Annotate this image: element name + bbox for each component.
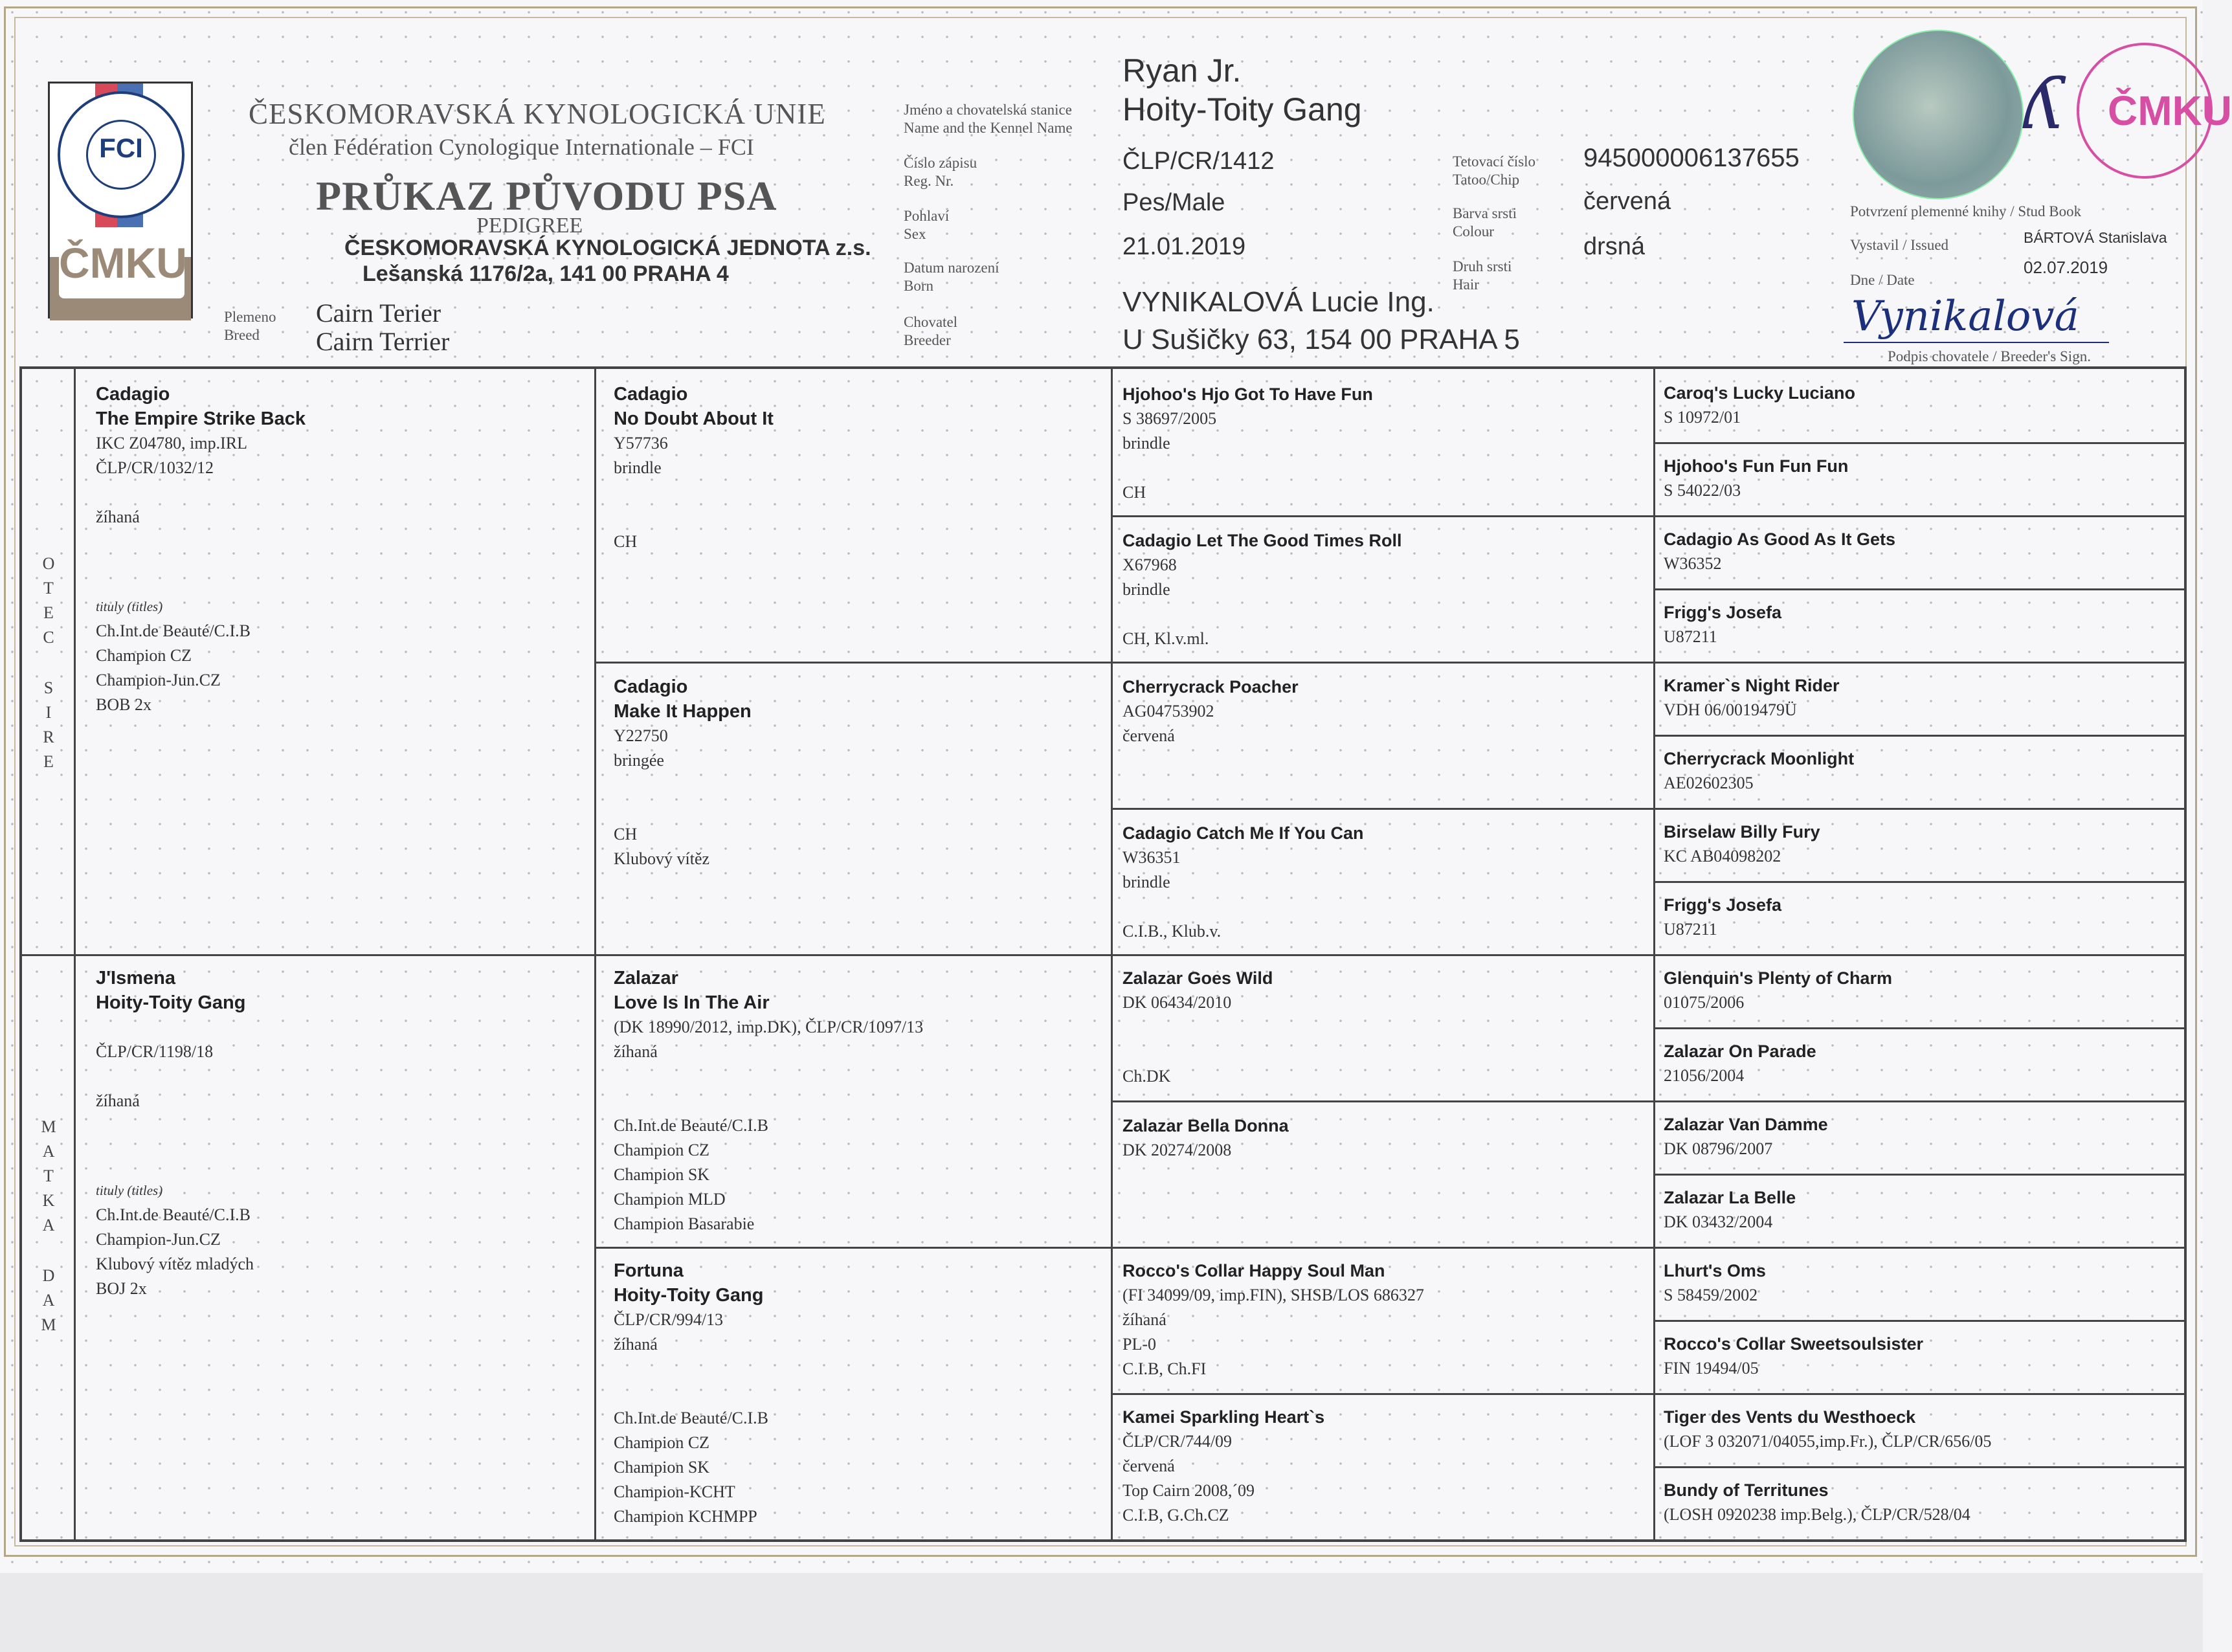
dog-reg: ČLP/CR/1412 <box>1122 148 1275 175</box>
born-label: Datum narození Born <box>904 260 999 294</box>
dam-side-label <box>39 1115 58 1337</box>
stud-book-label: Potvrzení plemenné knihy / Stud Book <box>1850 203 2082 219</box>
breeder-label: Chovatel Breeder <box>904 314 958 348</box>
document-title: PRŮKAZ PŮVODU PSA <box>316 173 777 219</box>
issue-date: 02.07.2019 <box>2024 258 2108 277</box>
gen4-cell-16: Bundy of Territunes (LOSH 0920238 imp.Belg.), ČLP/CR/528/04 <box>1664 1480 1970 1524</box>
registrar-signature-icon: ʎ <box>2024 62 2064 145</box>
fci-seal-icon: FCI <box>58 91 184 218</box>
dog-sex: Pes/Male <box>1122 189 1225 216</box>
dog-name: Ryan Jr. <box>1122 52 1242 89</box>
dog-kennel: Hoity-Toity Gang <box>1122 91 1362 128</box>
organisation-membership: člen Fédération Cynologique Internationale – FCI <box>289 134 754 160</box>
dam-cz: M A T K A <box>41 1117 56 1234</box>
dog-colour: červená <box>1583 188 1671 215</box>
gen3-cell-5: Zalazar Goes Wild DK 06434/2010 Ch.DK <box>1122 968 1273 1086</box>
gen3-cell-6: Zalazar Bella Donna DK 20274/2008 <box>1122 1116 1289 1159</box>
hair-label: Druh srsti Hair <box>1453 258 1512 293</box>
gen4-cell-4: Frigg's Josefa U87211 <box>1664 603 1781 646</box>
pedigree-table <box>19 366 2187 1542</box>
issued-by: BÁRTOVÁ Stanislava <box>2024 229 2167 246</box>
gen3-cell-7: Rocco's Collar Happy Soul Man (FI 34099/09, imp.FIN), SHSB/LOS 686327 žíhaná PL-0 C.I.B, Ch.FI <box>1122 1261 1424 1378</box>
breed-cz: Cairn Terier <box>316 298 441 328</box>
gen3-cell-3: Cherrycrack Poacher AG04753902 červená <box>1122 677 1299 745</box>
reg-label: Číslo zápisu Reg. Nr. <box>904 155 977 189</box>
scan-background <box>0 1573 2203 1652</box>
dog-chip: 945000006137655 <box>1583 144 1800 172</box>
dog-hair: drsná <box>1583 233 1646 260</box>
sire-en: S I R E <box>43 678 54 771</box>
club-address: Lešanská 1176/2a, 141 00 PRAHA 4 <box>363 262 729 286</box>
gen2-cell-3: Zalazar Love Is In The Air (DK 18990/2012, imp.DK), ČLP/CR/1097/13 žíhaná Ch.Int.de Beauté/C.I.B Champion CZ Champion SK Champion MLD Champion Basarabie <box>614 968 924 1233</box>
gen4-cell-12: Zalazar La Belle DK 03432/2004 <box>1664 1188 1796 1231</box>
gen4-cell-5: Kramer`s Night Rider VDH 06/0019479Ü <box>1664 676 1840 719</box>
sire-side-label <box>39 552 58 774</box>
gen4-cell-14: Rocco's Collar Sweetsoulsister FIN 19494/05 <box>1664 1334 1924 1378</box>
chip-label: Tetovací číslo Tatoo/Chip <box>1453 153 1536 188</box>
breed-label: Plemeno Breed <box>224 309 276 343</box>
gen4-cell-3: Cadagio As Good As It Gets W36352 <box>1664 530 1896 573</box>
gen3-cell-2: Cadagio Let The Good Times Roll X67968 brindle CH, Kl.v.ml. <box>1122 531 1402 648</box>
gen4-cell-11: Zalazar Van Damme DK 08796/2007 <box>1664 1115 1828 1158</box>
colour-label: Barva srsti Colour <box>1453 205 1517 240</box>
breeder-name: VYNIKALOVÁ Lucie Ing. <box>1122 286 1434 318</box>
breeder-signature: Vynikalová <box>1851 293 2079 340</box>
club-name: ČESKOMORAVSKÁ KYNOLOGICKÁ JEDNOTA z.s. <box>344 236 871 260</box>
gen4-cell-6: Cherrycrack Moonlight AE02602305 <box>1664 749 1855 792</box>
document-subtitle: PEDIGREE <box>476 214 583 238</box>
hologram-seal-icon <box>1853 30 2024 199</box>
dog-born: 21.01.2019 <box>1122 233 1246 260</box>
breed-en: Cairn Terrier <box>316 327 450 356</box>
gen4-cell-8: Frigg's Josefa U87211 <box>1664 895 1781 939</box>
gen2-cell-1: Cadagio No Doubt About It Y57736 brindle CH <box>614 384 774 551</box>
organisation-name: ČESKOMORAVSKÁ KYNOLOGICKÁ UNIE <box>249 98 826 130</box>
breeder-address: U Sušičky 63, 154 00 PRAHA 5 <box>1122 324 1520 355</box>
sire-cell: Cadagio The Empire Strike Back IKC Z04780, imp.IRL ČLP/CR/1032/12 žíhaná tituly (titles) Ch.Int.de Beauté/C.I.B Champion CZ Champion-Jun.CZ BOB 2x <box>96 384 306 714</box>
gen2-cell-2: Cadagio Make It Happen Y22750 bringée CH Klubový vítěz <box>614 676 752 868</box>
name-label: Jméno a chovatelská stanice Name and the Kennel Name <box>904 102 1073 136</box>
dam-en: D A M <box>41 1266 56 1334</box>
cmku-logo <box>48 82 193 318</box>
breeder-sign-label: Podpis chovatele / Breeder's Sign. <box>1888 348 2091 364</box>
gen3-cell-1: Hjohoo's Hjo Got To Have Fun S 38697/2005 brindle CH <box>1122 385 1373 502</box>
stud-book-stamp-icon: ČMKU <box>2077 43 2213 179</box>
gen4-cell-9: Glenquin's Plenty of Charm 01075/2006 <box>1664 968 1892 1012</box>
gen4-cell-7: Birselaw Billy Fury KC AB04098202 <box>1664 822 1820 865</box>
gen4-cell-15: Tiger des Vents du Westhoeck (LOF 3 032071/04055,imp.Fr.), ČLP/CR/656/05 <box>1664 1407 1992 1451</box>
issued-label: Vystavil / Issued <box>1850 237 1949 253</box>
gen4-cell-1: Caroq's Lucky Luciano S 10972/01 <box>1664 383 1855 427</box>
gen4-cell-2: Hjohoo's Fun Fun Fun S 54022/03 <box>1664 456 1849 500</box>
gen4-cell-13: Lhurt's Oms S 58459/2002 <box>1664 1261 1766 1304</box>
sire-cz: O T E C <box>42 554 55 647</box>
sex-label: Pohlaví Sex <box>904 208 950 242</box>
date-label: Dne / Date <box>1850 272 1915 288</box>
gen3-cell-4: Cadagio Catch Me If You Can W36351 brindle C.I.B., Klub.v. <box>1122 823 1364 941</box>
signature-line <box>1844 342 2109 343</box>
gen3-cell-8: Kamei Sparkling Heart`s ČLP/CR/744/09 červená Top Cairn 2008,´09 C.I.B, G.Ch.CZ <box>1122 1407 1325 1524</box>
dam-cell: J'Ismena Hoity-Toity Gang ČLP/CR/1198/18 žíhaná tituly (titles) Ch.Int.de Beauté/C.I.B Champion-Jun.CZ Klubový vítěz mladých BOJ 2x <box>96 968 254 1298</box>
cmku-mark: ČMKU <box>59 227 184 298</box>
gen4-cell-10: Zalazar On Parade 21056/2004 <box>1664 1042 1816 1085</box>
gen2-cell-4: Fortuna Hoity-Toity Gang ČLP/CR/994/13 žíhaná Ch.Int.de Beauté/C.I.B Champion CZ Champion SK Champion-KCHT Champion KCHMPP <box>614 1260 769 1526</box>
